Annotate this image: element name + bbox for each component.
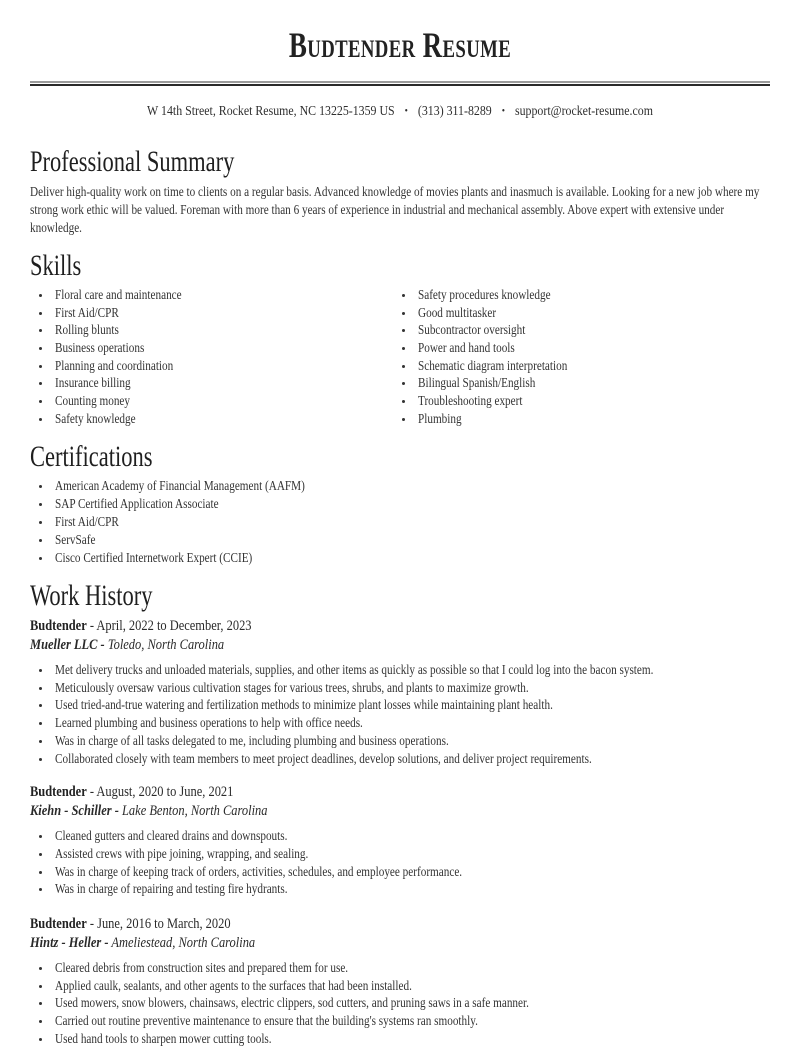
- skill-item-label: Subcontractor oversight: [417, 322, 525, 338]
- job-title-line: [30, 617, 644, 636]
- job-dates: August, 2020 to June, 2021: [96, 784, 234, 801]
- job-company: Hintz - Heller: [30, 934, 102, 951]
- job-bullet-list: [30, 661, 770, 767]
- job-location: Lake Benton, North Carolina: [122, 802, 268, 819]
- skill-item-label: Floral care and maintenance: [55, 286, 182, 302]
- job-bullet-text: Learned plumbing and business operations to help with office needs.: [55, 715, 363, 731]
- job-bullet-text: Cleared debris from construction sites and prepared them for use.: [55, 960, 349, 976]
- skill-item: [415, 410, 770, 428]
- job-bullet-text: Used mowers, snow blowers, chainsaws, electric clippers, sod cutters, and pruning saws in a safe manner.: [55, 995, 529, 1011]
- contact-phone: (313) 311-8289: [417, 103, 492, 119]
- job-bullet: [52, 1012, 770, 1030]
- job-bullet-text: Was in charge of keeping track of orders, activities, schedules, and employee performance.: [55, 863, 463, 879]
- skill-item-label: Schematic diagram interpretation: [417, 357, 567, 373]
- job-bullet-text: Applied caulk, sealants, and other agents to the surfaces that had been installed.: [55, 977, 412, 993]
- skill-item: [415, 304, 770, 322]
- job-bullet-text: Used hand tools to sharpen mower cutting tools.: [55, 1030, 272, 1046]
- section-professional-summary: [30, 145, 770, 236]
- job-location: Toledo, North Carolina: [107, 636, 225, 653]
- certification-item: [52, 531, 770, 549]
- skill-item-label: Safety procedures knowledge: [417, 286, 551, 302]
- skill-item: [52, 286, 393, 304]
- summary-paragraph: Deliver high-quality work on time to clients on a regular basis. Advanced knowledge of movies plants and inasmuch is available. Looking for a new job where my strong work ethic will be valued. Foreman with more than 6 years of experience in industrial and mechanical assembly. Above expert with extensive under knowledge.: [30, 184, 760, 236]
- skill-item-label: Business operations: [55, 339, 145, 355]
- skill-item-label: Safety knowledge: [55, 410, 136, 426]
- job-title-separator: -: [89, 618, 94, 635]
- certification-label: Cisco Certified Internetwork Expert (CCIE): [55, 550, 253, 566]
- job-title: Budtender: [30, 916, 87, 933]
- certification-label: SAP Certified Application Associate: [55, 496, 219, 512]
- certification-label: American Academy of Financial Management (AAFM): [55, 478, 305, 494]
- job-company: Mueller LLC: [30, 636, 98, 653]
- skill-item-label: Rolling blunts: [55, 322, 119, 338]
- job-bullet: [52, 827, 770, 845]
- skills-list-left: [30, 286, 393, 428]
- job-dates: June, 2016 to March, 2020: [97, 916, 231, 933]
- job-title-line: [30, 783, 644, 802]
- skill-item-label: Planning and coordination: [55, 357, 174, 373]
- section-work-history: [30, 579, 770, 1048]
- job-entry: [30, 915, 770, 1048]
- skill-item: [52, 392, 393, 410]
- skill-item: [52, 321, 393, 339]
- job-company-separator: -: [100, 636, 105, 653]
- certification-item: [52, 513, 770, 531]
- job-bullet: [52, 661, 770, 679]
- certification-label: First Aid/CPR: [55, 514, 119, 530]
- skill-item: [52, 410, 393, 428]
- job-bullet-text: Was in charge of repairing and testing fire hydrants.: [55, 881, 288, 897]
- job-entry: [30, 783, 770, 898]
- skill-item-label: Good multitasker: [417, 304, 496, 320]
- job-company-separator: -: [104, 934, 109, 951]
- skill-item-label: Counting money: [55, 393, 131, 409]
- skill-item-label: First Aid/CPR: [55, 304, 119, 320]
- skill-item-label: Troubleshooting expert: [417, 393, 523, 409]
- job-bullet-text: Cleaned gutters and cleared drains and downspouts.: [55, 828, 288, 844]
- contact-separator: •: [404, 106, 408, 118]
- job-bullet-text: Meticulously oversaw various cultivation stages for various trees, shrubs, and plants to maximize growth.: [55, 679, 529, 695]
- job-title-separator: -: [89, 916, 94, 933]
- job-bullet-text: Met delivery trucks and unloaded materials, supplies, and other items as quickly as possible so that I could log into the bacon system.: [55, 662, 654, 678]
- section-heading-skills: Skills: [30, 248, 82, 282]
- contact-email: support@rocket-resume.com: [514, 103, 653, 119]
- job-bullet-text: Collaborated closely with team members to meet project deadlines, develop solutions, and deliver project requirements.: [55, 750, 592, 766]
- resume-page: [0, 24, 800, 1059]
- job-bullet: [52, 863, 770, 881]
- skill-item: [415, 321, 770, 339]
- certifications-list: [30, 477, 770, 567]
- page-title: Budtender Resume: [288, 25, 512, 65]
- contact-address: W 14th Street, Rocket Resume, NC 13225-1359 US: [147, 103, 395, 119]
- skill-item: [52, 357, 393, 375]
- job-bullet: [52, 732, 770, 750]
- divider-bottom-line: [30, 84, 770, 86]
- job-bullet-list: [30, 827, 770, 898]
- job-bullet: [52, 1030, 770, 1048]
- certification-item: [52, 495, 770, 513]
- job-company: Kiehn - Schiller: [30, 802, 112, 819]
- job-bullet: [52, 696, 770, 714]
- job-title-separator: -: [89, 784, 94, 801]
- section-heading-certifications: Certifications: [30, 440, 153, 474]
- section-heading-work-history: Work History: [30, 579, 153, 613]
- header-divider: [30, 81, 770, 86]
- job-entry: [30, 617, 770, 767]
- job-bullet-text: Assisted crews with pipe joining, wrapping, and sealing.: [55, 845, 309, 861]
- job-bullet: [52, 959, 770, 977]
- job-bullet: [52, 845, 770, 863]
- certification-item: [52, 477, 770, 495]
- skill-item-label: Power and hand tools: [417, 339, 515, 355]
- skill-item: [415, 357, 770, 375]
- skills-columns: [30, 286, 770, 428]
- skills-list-right: [393, 286, 770, 428]
- job-bullet: [52, 880, 770, 898]
- resume-header: [30, 24, 770, 121]
- job-bullet: [52, 994, 770, 1012]
- skill-item: [415, 286, 770, 304]
- job-company-line: [30, 636, 644, 655]
- job-bullet-text: Used tried-and-true watering and fertilization methods to minimize plant losses while maintaining plant health.: [55, 697, 553, 713]
- section-heading-summary: Professional Summary: [30, 145, 235, 179]
- job-company-separator: -: [114, 802, 119, 819]
- skill-item: [415, 339, 770, 357]
- job-title: Budtender: [30, 618, 87, 635]
- job-bullet-text: Was in charge of all tasks delegated to me, including plumbing and business operations.: [55, 732, 449, 748]
- job-bullet: [52, 977, 770, 995]
- skill-item: [52, 339, 393, 357]
- contact-bar: [74, 101, 725, 121]
- skill-item: [52, 374, 393, 392]
- certification-item: [52, 549, 770, 567]
- job-company-line: [30, 934, 644, 953]
- contact-separator: •: [501, 106, 505, 118]
- skill-item: [415, 392, 770, 410]
- job-bullet-text: Carried out routine preventive maintenance to ensure that the building's systems ran smoothly.: [55, 1013, 478, 1029]
- job-bullet: [52, 679, 770, 697]
- job-location: Ameliestead, North Carolina: [111, 934, 256, 951]
- job-title: Budtender: [30, 784, 87, 801]
- skill-item-label: Bilingual Spanish/English: [417, 375, 535, 391]
- skill-item-label: Insurance billing: [55, 375, 131, 391]
- section-skills: [30, 249, 770, 428]
- skill-item: [415, 374, 770, 392]
- job-bullet: [52, 750, 770, 768]
- job-title-line: [30, 915, 644, 934]
- job-dates: April, 2022 to December, 2023: [96, 618, 252, 635]
- job-bullet: [52, 714, 770, 732]
- job-company-line: [30, 802, 644, 821]
- skill-item: [52, 304, 393, 322]
- section-certifications: [30, 440, 770, 567]
- certification-label: ServSafe: [55, 532, 96, 548]
- job-bullet-list: [30, 959, 770, 1048]
- skill-item-label: Plumbing: [417, 410, 462, 426]
